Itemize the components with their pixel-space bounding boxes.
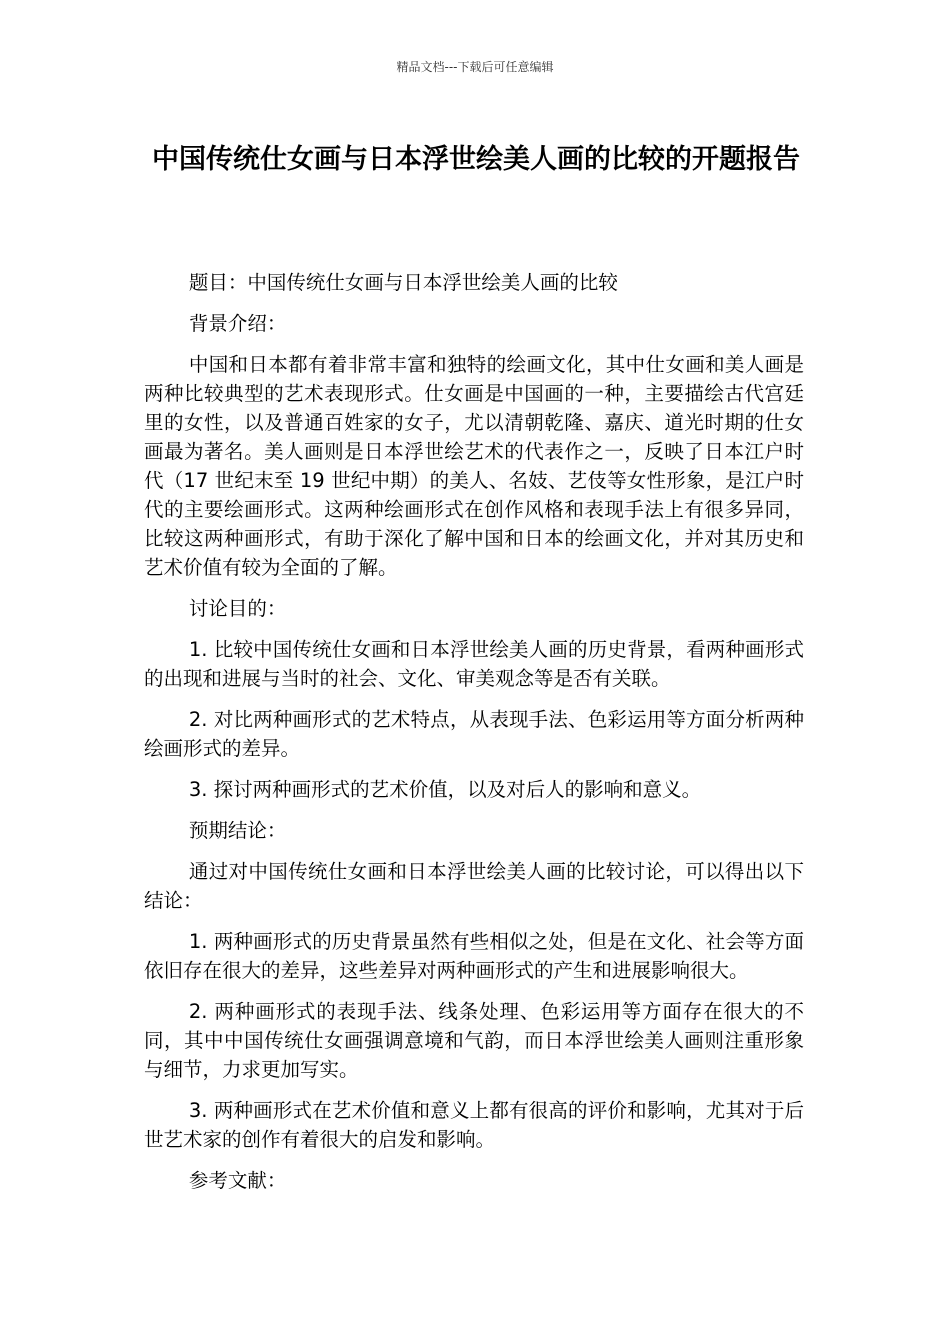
subject-line: 题目：中国传统仕女画与日本浮世绘美人画的比较 xyxy=(188,271,618,294)
conclusion-item: 1. 两种画形式的历史背景虽然有些相似之处，但是在文化、社会等方面依旧存在很大的差异，这些差异对两种画形式的产生和进展影响很大。 xyxy=(144,930,804,982)
background-heading: 背景介绍： xyxy=(188,312,287,335)
conclusion-intro: 通过对中国传统仕女画和日本浮世绘美人画的比较讨论，可以得出以下结论： xyxy=(144,860,804,912)
conclusion-heading: 预期结论： xyxy=(188,819,287,842)
references-heading: 参考文献： xyxy=(188,1169,287,1192)
document-body xyxy=(144,268,804,1207)
purpose-heading: 讨论目的： xyxy=(188,597,287,620)
purpose-item: 2. 对比两种画形式的艺术特点，从表现手法、色彩运用等方面分析两种绘画形式的差异。 xyxy=(144,708,804,760)
page-header-note: 精品文档---下载后可任意编辑 xyxy=(396,60,554,74)
conclusion-item: 2. 两种画形式的表现手法、线条处理、色彩运用等方面存在很大的不同，其中中国传统仕女画强调意境和气韵，而日本浮世绘美人画则注重形象与细节，力求更加写实。 xyxy=(144,1000,804,1081)
conclusion-item: 3. 两种画形式在艺术价值和意义上都有很高的评价和影响，尤其对于后世艺术家的创作有着很大的启发和影响。 xyxy=(144,1099,804,1151)
document-title: 中国传统仕女画与日本浮世绘美人画的比较的开题报告 xyxy=(152,144,800,175)
background-paragraph: 中国和日本都有着非常丰富和独特的绘画文化，其中仕女画和美人画是两种比较典型的艺术表现形式。仕女画是中国画的一种，主要描绘古代宫廷里的女性，以及普通百姓家的女子，尤以清朝乾隆、嘉庆、道光时期的仕女画最为著名。美人画则是日本浮世绘艺术的代表作之一，反映了日本江户时代（17 世纪末至 19 世纪中期）的美人、名妓、艺伎等女性形象，是江户时代的主要绘画形式。这两种绘画形式在创作风格和表现手法上有很多异同，比较这两种画形式，有助于深化了解中国和日本的绘画文化，并对其历史和艺术价值有较为全面的了解。 xyxy=(144,353,804,579)
purpose-item: 3. 探讨两种画形式的艺术价值，以及对后人的影响和意义。 xyxy=(188,778,702,801)
purpose-item: 1. 比较中国传统仕女画和日本浮世绘美人画的历史背景，看两种画形式的出现和进展与当时的社会、文化、审美观念等是否有关联。 xyxy=(144,638,804,690)
